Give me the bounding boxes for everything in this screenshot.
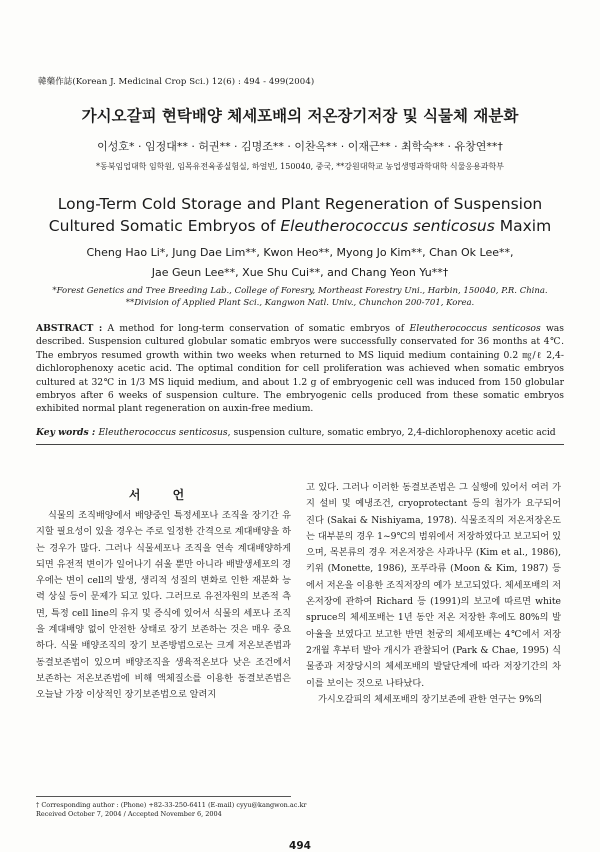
divider (36, 444, 564, 445)
title-species: Eleutherococcus senticosus (280, 217, 495, 235)
abstract-text-pre: A method for long-term conservation of somatic embryos of (102, 323, 410, 334)
footnote-corresponding: † Corresponding author : (Phone) +82-33-250-6411 (E-mail) cyyu@kangwon.ac.kr (36, 801, 307, 809)
english-authors-line2: Jae Geun Lee**, Xue Shu Cui**, and Chang Yeon Yu**† (151, 266, 449, 279)
abstract-species: Eleutherococcus senticosos (409, 323, 541, 334)
left-column-text: 식물의 조직배양에서 배양중인 특정세포나 조직을 장기간 유지할 필요성이 있을 경우는 주로 일정한 간격으로 계대배양을 하는 경우가 많다. 그러나 식물세포나 조직을 연속 계대배양하게 되면 유전적 변이가 일어나기 쉬울 뿐만 아니라 배발생세포의 경우에는 변이 cell의 발생, 생리적 성질의 변화로 인한 재분화 능력 상실 등이 문제가 되고 있다. 그러므로 유전자원의 보존적 측면, 특정 cell line의 유지 및 증식에 있어서 식물의 세포나 조직을 계대배양 없이 안전한 상태로 장기 보존하는 것은 매우 중요하다. 식물 배양조직의 장기 보존방법으로는 크게 저온보존법과 동결보존법이 있으며 배양조직을 생육적온보다 낮은 조건에서 보존하는 저온보존법에 비해 액체질소를 이용한 동결보존법은 오늘날 가장 이상적인 장기보존법으로 알려지 (36, 510, 291, 701)
english-affil-line2: **Division of Applied Plant Sci., Kangwon Natl. Univ., Chunchon 200-701, Korea. (125, 298, 475, 308)
footnote (36, 801, 336, 819)
title-line2-pre: Cultured Somatic Embryos of (48, 217, 281, 235)
journal-citation: 韓藥作誌(Korean J. Medicinal Crop Sci.) 12(6) : 494 - 499(2004) (38, 77, 315, 87)
keywords-species: Eleutherococcus senticosus (98, 427, 228, 438)
english-authors-line1: Cheng Hao Li*, Jung Dae Lim**, Kwon Heo**, Myong Jo Kim**, Chan Ok Lee**, (86, 246, 514, 259)
right-column-paragraph-1: 고 있다. 그러나 이러한 동결보존법은 그 실행에 있어서 여러 가지 설비 및 예냉조건, cryoprotectant 등의 첨가가 요구되어 진다 (Sakai & Nishiyama, 1978). 식물조직의 저온저장온도는 대부분의 경우 1~9℃의 범위에서 저장하였다고 보고되어 있으며, 목본류의 경우 저온저장은 사과나무 (Kim et al., 1986), 키위 (Monette, 1986), 포푸라류 (Moon & Kim, 1987) 등에서 저온을 이용한 조직저장의 예가 보고되었다. 체세포배의 저온저장에 관하여 Richard 등 (1991)의 보고에 따르면 white spruce의 체세포배는 1년 동안 저온 저장한 후에도 80%의 발아율을 보였다고 보고한 반면 천궁의 체세포배는 4℃에서 저장 2개월 후부터 발아 개시가 관찰되어 (Park & Chae, 1995) 식물종과 저장당시의 체세포배의 발달단계에 따라 저장기간의 차이를 보이는 것으로 나타났다. (306, 482, 561, 689)
keywords-label: Key words (36, 427, 89, 438)
section-heading: 서 언 (128, 488, 199, 502)
english-affil-line1: *Forest Genetics and Tree Breeding Lab., College of Foresry, Mortheast Forestry Uni., Harbin, 150040, P.R. China. (52, 286, 548, 296)
abstract-text-post: was described. Suspension cultured globular somatic embryos were successfully conservated for 36 months at 4℃. The embryos resumed growth within two weeks when returned to MS liquid medium containing 0.2 ㎎/ℓ 2,4-dichlorophenoxy acetic acid. The optimal condition for cell proliferation was achieved when somatic embryos cultured at 32℃ in 1/3 MS liquid medium, and about 1.2 g of embryogenic cell was induced from 150 globular embryos after 6 weeks of suspension culture. The embryogenic cells produced from these somatic embryos exhibited normal plant regeneration on auxin-free medium. (36, 323, 564, 415)
english-affiliation (30, 285, 570, 309)
footnote-divider (36, 796, 291, 797)
footnote-received: Received October 7, 2004 / Accepted November 6, 2004 (36, 810, 222, 818)
english-authors (30, 243, 570, 283)
english-title (40, 193, 560, 237)
title-line2-post: Maxim (494, 217, 552, 235)
english-title-line2 (40, 215, 560, 237)
english-title-line1: Long-Term Cold Storage and Plant Regeneration of Suspension (57, 195, 543, 213)
page-number: 494 (289, 840, 311, 852)
korean-affiliation: *동북임업대학 임학원, 임목유전육종실험실, 하얼빈, 150040, 중국, **강원대학교 농업생명과학대학 식물응용과학부 (96, 162, 504, 171)
keywords-rest: , suspension culture, somatic embryo, 2,4-dichlorophenoxy acetic acid (227, 427, 556, 438)
abstract (36, 322, 564, 416)
korean-title: 가시오갈피 현탁배양 체세포배의 저온장기저장 및 식물체 재분화 (81, 107, 519, 125)
right-column (306, 480, 561, 708)
keywords: Key words : Eleutherococcus senticosus, suspension culture, somatic embryo, 2,4-dichlorophenoxy acetic acid (36, 427, 556, 438)
abstract-label: ABSTRACT : (36, 323, 103, 334)
right-column-paragraph-2: 가시오갈피의 체세포배의 장기보존에 관한 연구는 9%의 (318, 693, 543, 705)
korean-authors: 이성호* · 임정대** · 허권** · 김명조** · 이찬옥** · 이재근** · 최학숙** · 유창연**† (97, 140, 503, 153)
